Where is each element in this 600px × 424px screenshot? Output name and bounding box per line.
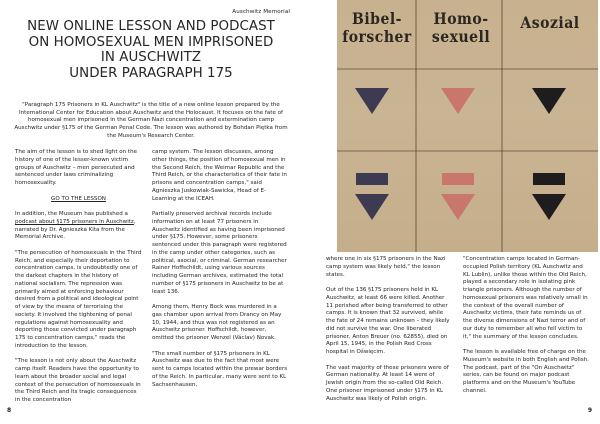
body-paragraph: The vast majority of these prisoners were of German nationality. At least 14 were of Jewish origin from the so-called Old Reich. One prisoner imprisoned under §175 in KL Auschwitz was likely of Polish origin. — [326, 364, 449, 402]
page-number-right: 9 — [587, 407, 592, 414]
label-line: Homo- — [433, 10, 489, 29]
purple-bar-badge — [356, 173, 388, 185]
black-triangle-badge — [532, 194, 566, 220]
body-paragraph — [15, 211, 142, 242]
pink-triangle-badge — [441, 194, 475, 220]
body-paragraph: where one in six §175 prisoners in the Nazi camp system was likely held," the lesson states. — [326, 256, 446, 278]
title-line: IN AUSCHWITZ — [100, 50, 202, 65]
label-line: forscher — [342, 28, 412, 47]
running-head: Auschwitz Memorial — [232, 9, 290, 15]
podcast-link[interactable]: podcast about §175 prisoners in Auschwitz — [15, 218, 134, 225]
body-paragraph: Out of the 136 §175 prisoners held in KL Auschwitz, at least 66 were killed. Another 11 perished after being transferred to other camps. It is known that 32 survived, while the fate of 24 remains unknown – they likely did not survive the war. One liberated prisoner, Anton Breuer (no. 62855), died on April 15, 1945, in the Polish Red Cross hospital in Oświęcim. — [326, 287, 450, 355]
title-line: NEW ONLINE LESSON AND PODCAST — [27, 19, 275, 34]
prisoner-badges-photo — [337, 0, 598, 252]
body-paragraph: "The persecution of homosexuals in the Third Reich, and especially their deportation to concentration camps, is undoubtedly one of the darkest chapters in the history of national socialism. The repression was primarily aimed at enforcing behaviour desired from a political and ideological point of view by the means of terrorising the society. It involved the tightening of penal regulations against homosexuality and deporting those convicted under paragraph 175 to concentration camps," reads the introduction to the lesson. — [15, 249, 142, 349]
label-asocial — [509, 14, 591, 32]
photo-divider — [337, 150, 598, 152]
body-paragraph: "Concentration camps located in German-occupied Polish territory (KL Auschwitz and KL Lublin), unlike those within the Old Reich, played a secondary role in isolating pink triangle prisoners. Although the number of homosexual prisoners was relatively small in the context of the overall number of Auschwitz victims, their fate reminds us of the diverse dimensions of Nazi terror and of our duty to remember all who fell victim to it," the summary of the lesson concludes. — [463, 256, 588, 340]
left-column-2 — [152, 149, 288, 389]
photo-divider — [415, 0, 417, 252]
body-paragraph: "The lesson is not only about the Auschwitz camp itself. Readers have the opportunity to learn about the broader social and legal context of the persecution of homosexuals in the Third Reich and its tragic consequences in the concentration — [15, 358, 141, 403]
label-line: Asozial — [520, 14, 580, 33]
label-line: Bibel- — [352, 10, 402, 29]
pink-triangle-badge — [441, 88, 475, 114]
text-run: , narrated by Dr. Agnieszka Kita from the Memorial Archive. — [15, 218, 136, 241]
right-column-1 — [326, 256, 453, 403]
label-homosexual — [423, 10, 499, 47]
go-to-lesson-link[interactable]: GO TO THE LESSON — [51, 195, 106, 202]
body-paragraph: Partially preserved archival records include information on at least 77 prisoners in Auschwitz identified as having been imprisoned under §175. However, some prisoners sentenced under this paragraph were registered in the camp under other categories, such as political, asocial, or criminal. German researcher Rainer Hoffschildt, using various sources including German archives, estimated the total number of §175 prisoners in Auschwitz to be at least 136. — [152, 211, 287, 295]
left-column-1 — [15, 149, 142, 405]
pink-bar-badge — [442, 173, 474, 185]
black-bar-badge — [533, 173, 565, 185]
label-bible-students — [341, 10, 413, 47]
label-line: sexuell — [431, 28, 491, 47]
black-triangle-badge — [532, 88, 566, 114]
page-number-left: 8 — [7, 407, 12, 414]
purple-triangle-badge — [355, 194, 389, 220]
photo-divider — [501, 0, 503, 252]
title-line: ON HOMOSEXUAL MEN IMPRISONED — [28, 34, 274, 50]
body-paragraph: The lesson is available free of charge on the Museum's website in both English and Polish. The podcast, part of the "On Auschwitz" series, can be found on major podcast platforms and on the Museum's YouTube channel. — [463, 349, 589, 394]
right-column-2 — [463, 256, 590, 396]
body-paragraph: camp system. The lesson discusses, among other things, the position of homosexual men in the Second Reich, the Weimar Republic and the Third Reich, or the characteristics of their fate in prisons and concentration camps," said Agnieszka Juskowiak-Sawicka, Head of E-Learning at the ICEAH. — [152, 149, 287, 202]
text-run: In addition, the Museum has published a — [15, 211, 128, 217]
body-paragraph: "The small number of §175 prisoners in KL Auschwitz was due to the fact that most were sent to camps located within the prewar borders of the Reich. In particular, many were sent to KL Sachsenhausen, — [152, 350, 288, 388]
article-title — [10, 19, 292, 81]
body-paragraph: Among them, Henry Bock was murdered in a gas chamber upon arrival from Drancy on May 10, 1944, and thus was not registered as an Auschwitz prisoner. Hoffschildt, however, omitted the prisoner Wenzel (Václav) Novak. — [152, 304, 282, 341]
photo-divider — [337, 68, 598, 70]
right-page — [300, 0, 600, 424]
lead-paragraph: "Paragraph 175 Prisoners in KL Auschwitz" is the title of a new online lesson prepared by the International Center for Education about Auschwitz and the Holocaust. It focuses on the fate of homosexual men imprisoned in the German Nazi concentration and extermination camp Auschwitz under §175 of the German Penal Code. The lesson was authored by Bohdan Piętka from the Museum's Research Center. — [14, 102, 288, 139]
body-paragraph: The aim of the lesson is to shed light on the history of one of the lesser-known victim groups of Auschwitz – men persecuted and sentenced under laws criminalizing homosexuality. — [15, 149, 138, 186]
title-line: UNDER PARAGRAPH 175 — [69, 65, 233, 81]
purple-triangle-badge — [355, 88, 389, 114]
